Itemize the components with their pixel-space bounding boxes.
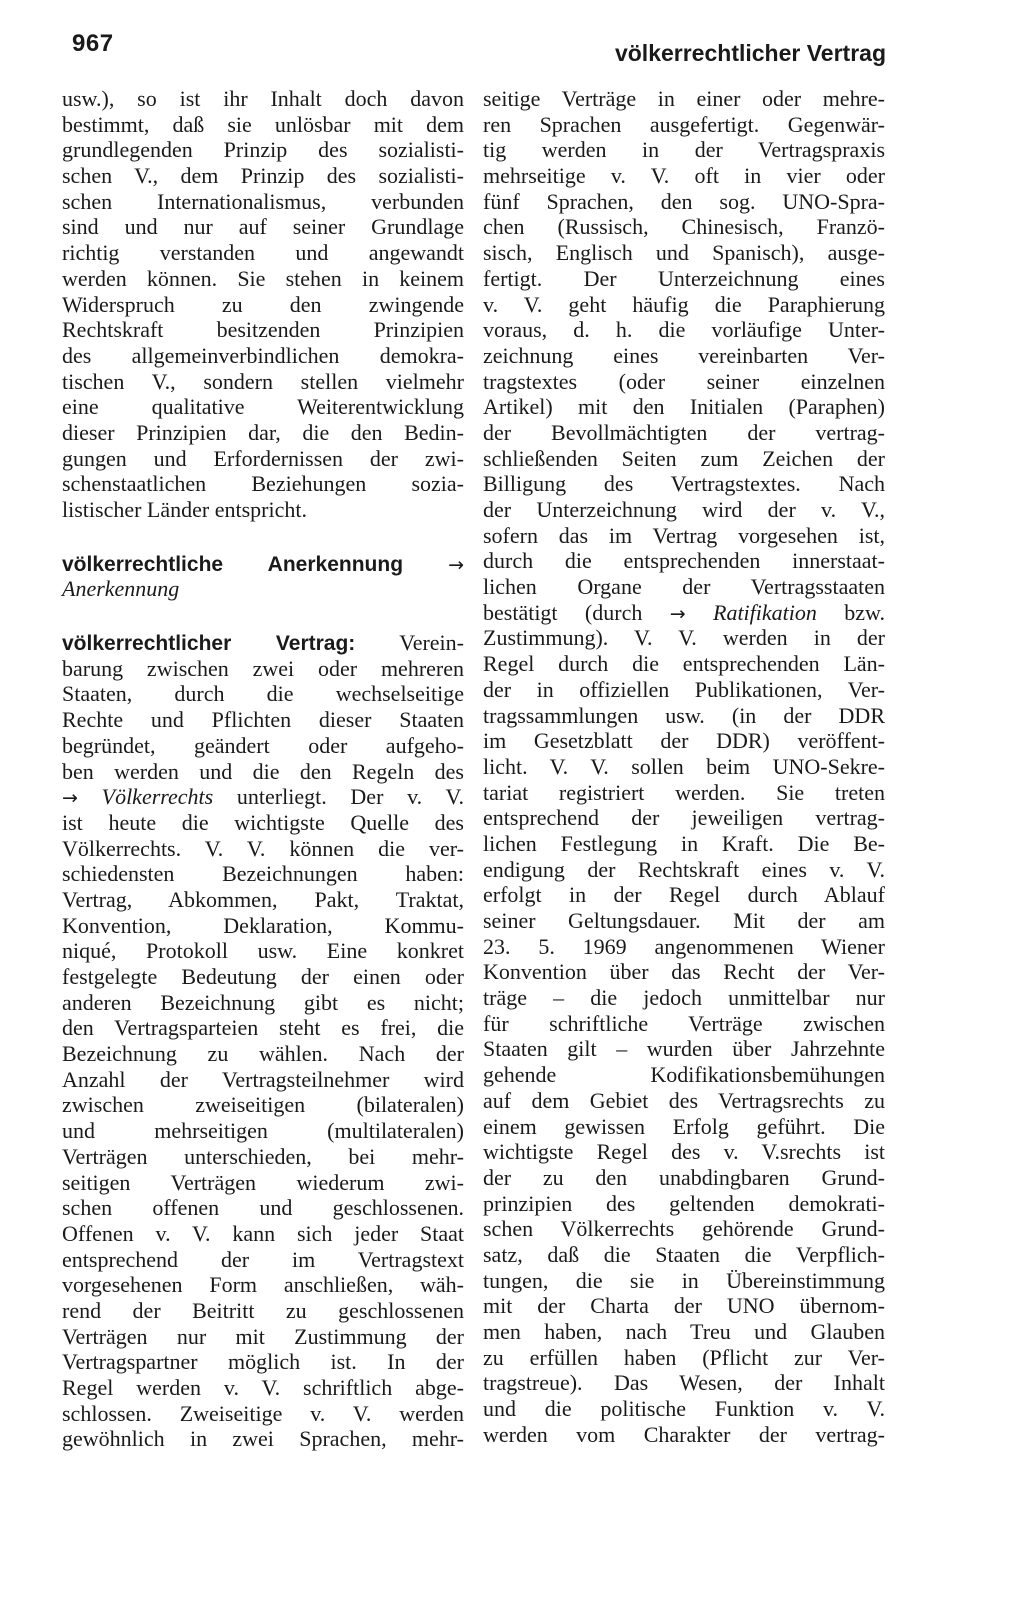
entry-headword: völkerrechtlicher Vertrag:: [62, 632, 356, 656]
text-line: Rechte und Pflichten dieser Staaten: [62, 707, 464, 733]
entry-headword: völkerrechtliche Anerkennung: [62, 552, 404, 576]
text-line: Konvention über das Recht der Ver-: [483, 959, 885, 985]
text-line: tragstextes (oder seiner einzelnen: [483, 368, 885, 394]
text-line: zwischen zweiseitigen (bilateralen): [62, 1092, 464, 1118]
text-line: fertigt. Der Unterzeichnung eines: [483, 265, 885, 291]
arrow-icon: →: [62, 787, 78, 810]
text-line: begründet, geändert oder aufgeho-: [62, 732, 464, 758]
entry-vertrag: [62, 630, 464, 1452]
text-line: sofern das im Vertrag vorgesehen ist,: [483, 522, 885, 548]
text-line: einem gewissen Erfolg geführt. Die: [483, 1113, 885, 1139]
text-line: Völkerrechts. V. V. können die ver-: [62, 835, 464, 861]
text-line: Offenen v. V. kann sich jeder Staat: [62, 1220, 464, 1246]
text-line: anderen Bezeichnung gibt es nicht;: [62, 989, 464, 1015]
text-line: Vertragspartner möglich ist. In der: [62, 1349, 464, 1375]
text-line: Artikel) mit den Initialen (Paraphen): [483, 394, 885, 420]
text-line: der in offiziellen Publikationen, Ver-: [483, 676, 885, 702]
text-line: mit der Charta der UNO übernom-: [483, 1293, 885, 1319]
text-line: tariat registriert werden. Sie treten: [483, 779, 885, 805]
left-text-block-continuation: [62, 86, 464, 523]
text-line: tragssammlungen usw. (in der DDR: [483, 702, 885, 728]
entry-body-lines: [62, 656, 464, 784]
entry-headline: [62, 551, 464, 577]
text-line: men haben, nach Treu und Glauben: [483, 1319, 885, 1344]
text-line: fünf Sprachen, den sog. UNO-Spra-: [483, 188, 885, 214]
arrow-icon: →: [448, 553, 464, 576]
text-line: und mehrseitigen (multilateralen): [62, 1118, 464, 1144]
text-line: licht. V. V. sollen beim UNO-Sekre-: [483, 753, 885, 779]
text-line: Anzahl der Vertragsteilnehmer wird: [62, 1066, 464, 1092]
text-line: werden können. Sie stehen in keinem: [62, 265, 464, 291]
text-line: schiedensten Bezeichnungen haben:: [62, 861, 464, 887]
entry-reference-rest: unterliegt. Der v. V.: [236, 784, 465, 810]
text-line: Rechtskraft besitzenden Prinzipien: [62, 317, 464, 343]
text-line: Staaten, durch die wechselseitige: [62, 681, 464, 707]
text-line: schließenden Seiten zum Zeichen der: [483, 445, 885, 471]
text-line: Widerspruch zu den zwingende: [62, 291, 464, 317]
cross-reference-link[interactable]: Ratifikation: [713, 599, 817, 625]
text-line: zeichnung eines vereinbarten Ver-: [483, 342, 885, 368]
entry-anerkennung: [62, 551, 464, 602]
text-line: Regel werden v. V. schriftlich abge-: [62, 1375, 464, 1400]
cross-reference-link[interactable]: Anerkennung: [62, 576, 180, 602]
text-line: ben werden und die den Regeln des: [62, 758, 464, 784]
text-line: träge – die jedoch unmittelbar nur: [483, 985, 885, 1011]
text-line: schen Internationalismus, verbunden: [62, 188, 464, 214]
text-line: tungen, die sie in Übereinstimmung: [483, 1267, 885, 1293]
text-line: niqué, Protokoll usw. Eine konkret: [62, 938, 464, 964]
text-line: v. V. geht häufig die Paraphierung: [483, 291, 885, 317]
text-line: sisch, Englisch und Spanisch), ausge-: [483, 240, 885, 266]
text-line: seiner Geltungsdauer. Mit der am: [483, 908, 885, 933]
text-line: gungen und Erfordernissen der zwi-: [62, 445, 464, 471]
text-line: seitigen Verträgen wiederum zwi-: [62, 1169, 464, 1195]
text-line: richtig verstanden und angewandt: [62, 240, 464, 266]
text-line: der zu den unabdingbaren Grund-: [483, 1164, 885, 1190]
entry-headline: [62, 630, 464, 656]
text-line: listischer Länder entspricht.: [62, 497, 307, 522]
text-line: der Unterzeichnung wird der v. V.,: [483, 497, 885, 522]
page-number: 967: [72, 30, 114, 57]
paragraph-gap: [62, 602, 464, 630]
text-line: schen Völkerrechts gehörende Grund-: [483, 1216, 885, 1242]
reference-before-text: bestätigt (durch: [483, 599, 643, 625]
paragraph-gap: [62, 523, 464, 551]
text-line: Verträgen nur mit Zustimmung der: [62, 1323, 464, 1349]
text-line: Staaten gilt – wurden über Jahrzehnte: [483, 1036, 885, 1062]
text-line: tragstreue). Das Wesen, der Inhalt: [483, 1370, 885, 1396]
cross-reference-link[interactable]: Völkerrechts: [101, 784, 214, 810]
text-line: ren Sprachen ausgefertigt. Gegenwär-: [483, 111, 885, 137]
right-column: [483, 86, 885, 1447]
text-line: den Vertragsparteien steht es frei, die: [62, 1015, 464, 1041]
text-line: seitige Verträge in einer oder mehre-: [483, 86, 885, 111]
text-line: und die politische Funktion v. V.: [483, 1396, 885, 1422]
reference-after-text: bzw.: [844, 599, 885, 625]
text-line: eine qualitative Weiterentwicklung: [62, 394, 464, 420]
text-line: usw.), so ist ihr Inhalt doch davon: [62, 86, 464, 111]
text-line: des allgemeinverbindlichen demokra-: [62, 342, 464, 368]
text-line: entsprechend der jeweiligen vertrag-: [483, 805, 885, 831]
entry-body-lines: [62, 810, 464, 1452]
text-line: rend der Beitritt zu geschlossenen: [62, 1297, 464, 1323]
running-head: völkerrechtlicher Vertrag: [614, 40, 886, 66]
text-line: für schriftliche Verträge zwischen: [483, 1010, 885, 1036]
text-line: zu erfüllen haben (Pflicht zur Ver-: [483, 1344, 885, 1370]
entry-reference-line: [62, 576, 464, 602]
text-line: sind und nur auf seiner Grundlage: [62, 214, 464, 240]
text-line: Billigung des Vertragstextes. Nach: [483, 471, 885, 497]
entry-reference-line: [62, 784, 464, 810]
text-line: lichen Organe der Vertragsstaaten: [483, 574, 885, 600]
text-line: 23. 5. 1969 angenommenen Wiener: [483, 933, 885, 959]
text-line: prinzipien des geltenden demokrati-: [483, 1190, 885, 1216]
right-text-block: [483, 625, 885, 1447]
text-line: schen offenen und geschlossenen.: [62, 1195, 464, 1221]
text-line: schen V., dem Prinzip des sozialisti-: [62, 163, 464, 189]
text-line: Regel durch die entsprechenden Län-: [483, 651, 885, 677]
text-line: tischen V., sondern stellen vielmehr: [62, 368, 464, 394]
text-line: barung zwischen zwei oder mehreren: [62, 655, 464, 681]
entry-first-line-text: Verein-: [399, 630, 464, 656]
text-line: auf dem Gebiet des Vertragsrechts zu: [483, 1087, 885, 1113]
text-line: erfolgt in der Regel durch Ablauf: [483, 882, 885, 908]
page-header: [72, 28, 886, 76]
text-line: Bezeichnung zu wählen. Nach der: [62, 1041, 464, 1067]
text-line: Zustimmung). V. V. werden in der: [483, 625, 885, 651]
text-line: Vertrag, Abkommen, Pakt, Traktat,: [62, 886, 464, 912]
text-line: festgelegte Bedeutung der einen oder: [62, 964, 464, 989]
text-line: entsprechend der im Vertragstext: [62, 1246, 464, 1272]
text-line: werden vom Charakter der vertrag-: [483, 1421, 885, 1447]
text-line: der Bevollmächtigten der vertrag-: [483, 419, 885, 445]
text-line: Konvention, Deklaration, Kommu-: [62, 912, 464, 938]
text-line: gehende Kodifikationsbemühungen: [483, 1062, 885, 1088]
text-line: endigung der Rechtskraft eines v. V.: [483, 856, 885, 882]
left-column: [62, 86, 464, 1452]
arrow-icon: →: [669, 602, 686, 625]
text-line: bestimmt, daß sie unlösbar mit dem: [62, 111, 464, 137]
text-line: durch die entsprechenden innerstaat-: [483, 548, 885, 574]
text-line: vorgesehenen Form anschließen, wäh-: [62, 1272, 464, 1298]
text-line: lichen Festlegung in Kraft. Die Be-: [483, 830, 885, 856]
text-line: chen (Russisch, Chinesisch, Franzö-: [483, 214, 885, 240]
text-line: schlossen. Zweiseitige v. V. werden: [62, 1400, 464, 1426]
text-line: mehrseitige v. V. oft in vier oder: [483, 163, 885, 189]
text-line: tig werden in der Vertragspraxis: [483, 137, 885, 163]
right-text-block: [483, 86, 885, 600]
text-line: gewöhnlich in zwei Sprachen, mehr-: [62, 1426, 464, 1452]
entry-reference-line: [483, 600, 885, 626]
text-line: voraus, d. h. die vorläufige Unter-: [483, 317, 885, 343]
text-line: wichtigste Regel des v. V.srechts ist: [483, 1139, 885, 1165]
text-line: Verträgen unterschieden, bei mehr-: [62, 1143, 464, 1169]
text-line: grundlegenden Prinzip des sozialisti-: [62, 137, 464, 163]
text-line: dieser Prinzipien dar, die den Bedin-: [62, 419, 464, 445]
text-line: satz, daß die Staaten die Verpflich-: [483, 1241, 885, 1267]
text-line: ist heute die wichtigste Quelle des: [62, 809, 464, 835]
text-line: im Gesetzblatt der DDR) veröffent-: [483, 728, 885, 754]
text-line: schenstaatlichen Beziehungen sozia-: [62, 471, 464, 497]
